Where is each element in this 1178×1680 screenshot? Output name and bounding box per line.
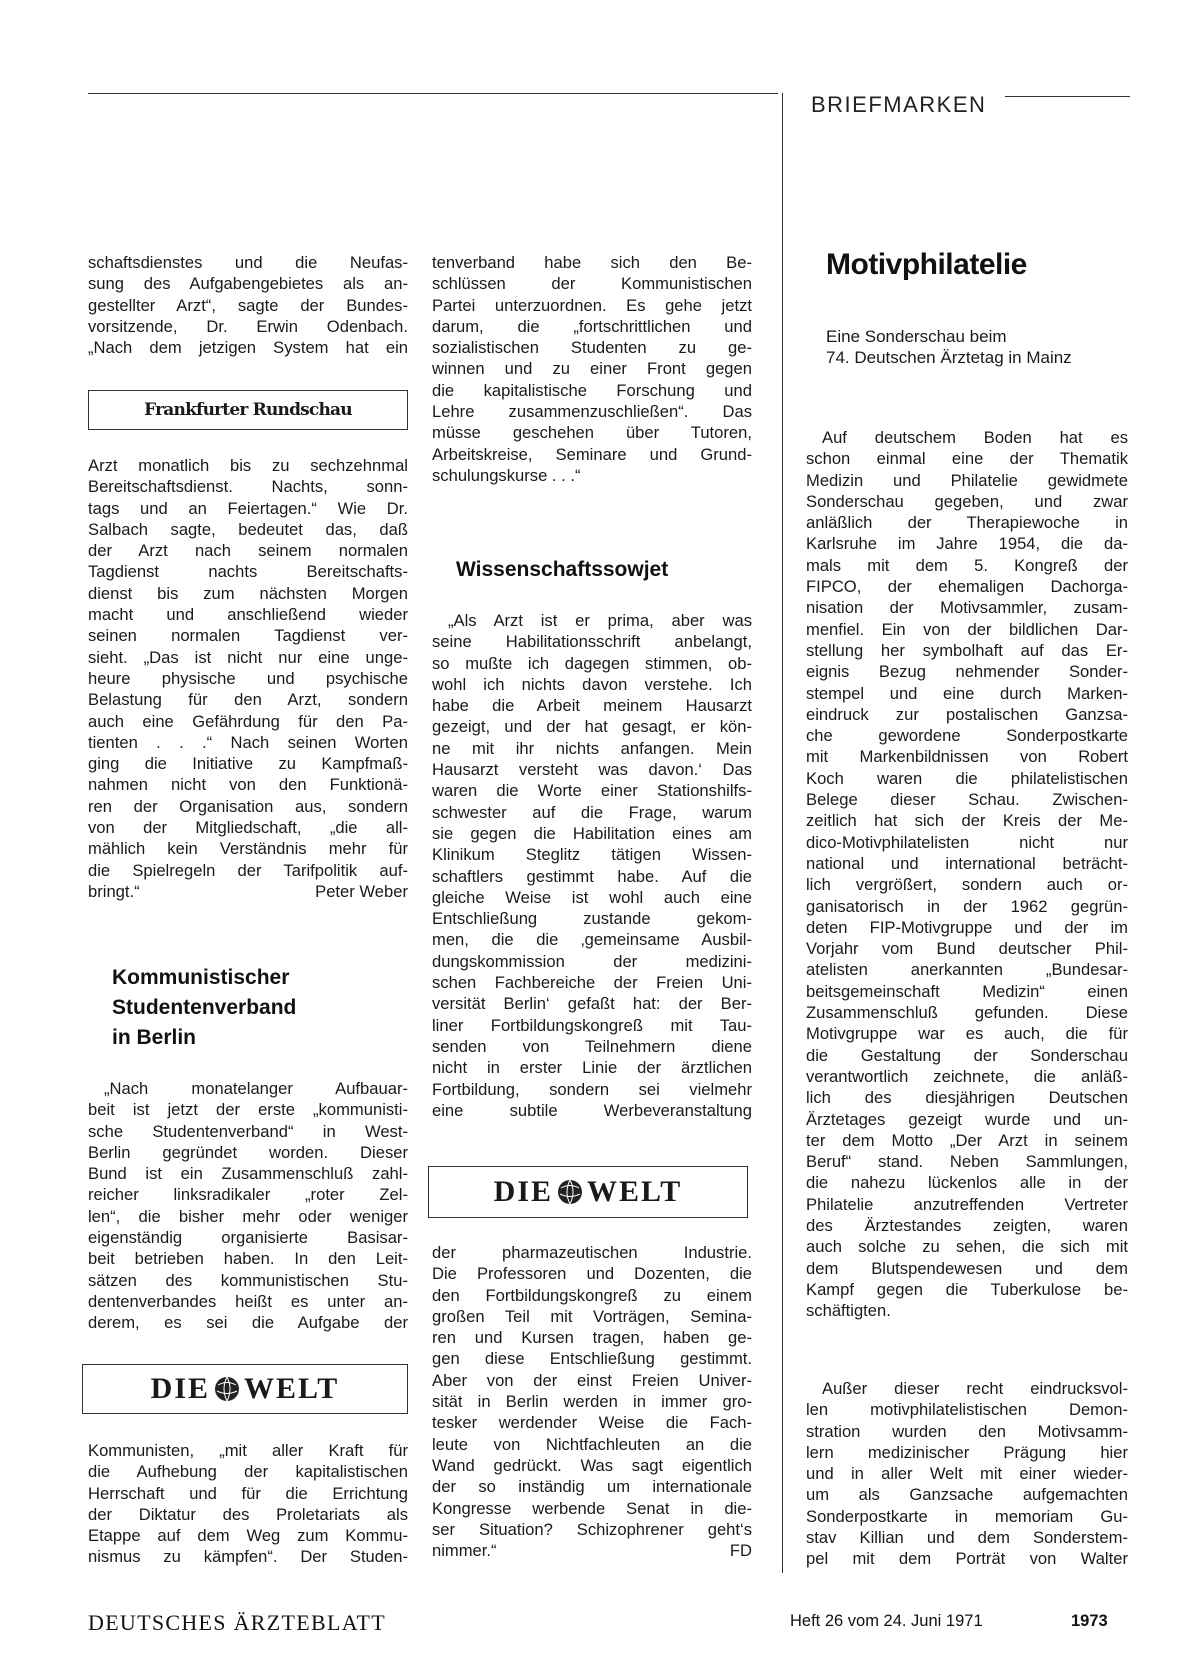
text-line: auch eine Gefährdung für den Pa- xyxy=(88,711,408,731)
text-line: des Ärztestandes zeigten, waren xyxy=(806,1215,1128,1235)
article-title: Motivphilatelie xyxy=(826,248,1027,281)
text-line: Koch waren die philatelistischen xyxy=(806,768,1128,788)
text-line: seine Habilitationsschrift anbelangt, xyxy=(432,632,752,652)
author-fd: FD xyxy=(729,1541,752,1561)
text-line: Hausarzt versteht was davon.‘ Das xyxy=(432,760,752,780)
welt-text: WELT xyxy=(244,1372,340,1405)
text-line: mals mit dem 5. Kongreß der xyxy=(806,555,1128,575)
text-line: seinen normalen Tagdienst ver- xyxy=(88,626,408,646)
welt-text-2: WELT xyxy=(587,1175,683,1208)
text-line: menfiel. Ein von der bildlichen Dar- xyxy=(806,619,1128,639)
text-line: ganisatorisch in der 1962 gegrün- xyxy=(806,896,1128,916)
column-1c xyxy=(88,1078,408,1334)
text-line: dem Blutspendewesen und dem xyxy=(806,1258,1128,1278)
text-line: len motivphilatelistischen Demon- xyxy=(806,1400,1128,1420)
text-line: und in aller Welt mit einer wieder- xyxy=(806,1464,1128,1484)
col2-paragraph-1 xyxy=(432,252,752,465)
subtitle-line-2: 74. Deutschen Ärztetag in Mainz xyxy=(826,348,1072,368)
text-line: so mußte ich dagegen stimmen, ob- xyxy=(432,653,752,673)
text-line: reicher linksradikaler „roter Zel- xyxy=(88,1185,408,1205)
text-line: der pharmazeutischen Industrie. xyxy=(432,1243,752,1262)
text-line: Aber von der einst Freien Univer- xyxy=(432,1370,752,1390)
text-line: Motivgruppe war es auch, die für xyxy=(806,1024,1128,1044)
text-line: beitsgemeinschaft Medizin“ einen xyxy=(806,981,1128,1001)
section-label: BRIEFMARKEN xyxy=(811,92,987,117)
col1-paragraph-4 xyxy=(88,1440,408,1568)
text-line: Tagdienst nachts Bereitschafts- xyxy=(88,562,408,582)
text-line: tags und an Feiertagen.“ Wie Dr. xyxy=(88,498,408,518)
text-line: national und international beträcht- xyxy=(806,853,1128,873)
heading-line-3: in Berlin xyxy=(112,1026,197,1049)
text-line: schaftsdienstes und die Neufas- xyxy=(88,253,408,272)
text-line: tesker werdender Weise die Fach- xyxy=(432,1413,752,1433)
text-line: die kapitalistische Forschung und xyxy=(432,380,752,400)
article-subtitle xyxy=(826,326,1126,369)
text-line: mählich kein Verständnis mehr für xyxy=(88,839,408,859)
text-line: der Arzt nach seinem normalen xyxy=(88,541,408,561)
text-line: sozialistischen Studenten zu ge- xyxy=(432,338,752,358)
text-line: Vorjahr vom Bund deutscher Phil- xyxy=(806,939,1128,959)
text-line: dico-Motivphilatelisten nicht nur xyxy=(806,832,1128,852)
text-line: ren der Organisation aus, sondern xyxy=(88,796,408,816)
text-line: die nahezu lückenlos alle in der xyxy=(806,1173,1128,1193)
col2-paragraph-3-last: nimmer.“ xyxy=(432,1541,497,1561)
column-divider xyxy=(782,93,783,1573)
text-line: mit Markenbildnissen von Robert xyxy=(806,747,1128,767)
col2-paragraph-1-last: schulungskurse . . .“ xyxy=(432,465,581,485)
column-2 xyxy=(432,252,752,486)
text-line: Sonderschau gegeben, und zwar xyxy=(806,491,1128,511)
text-line: den Fortbildungskongreß zu einem xyxy=(432,1285,752,1305)
author-peter-weber: Peter Weber xyxy=(315,881,408,901)
text-line: nisation der Motivsammler, zusam- xyxy=(806,598,1128,618)
text-line: pel mit dem Porträt von Walter xyxy=(806,1549,1128,1569)
die-text-2: DIE xyxy=(493,1175,554,1208)
col3-paragraph-1-last: schäftigten. xyxy=(806,1301,891,1321)
text-line: schaftlers gestimmt habe. Auf die xyxy=(432,866,752,886)
text-line: lern medizinischer Prägung hier xyxy=(806,1442,1128,1462)
text-line: waren die Worte einer Stationshilfs- xyxy=(432,781,752,801)
text-line: Salbach sagte, bedeutet das, daß xyxy=(88,519,408,539)
text-line: tienten . . .“ Nach seinen Worten xyxy=(88,732,408,752)
text-line: schwester auf die Frage, warum xyxy=(432,802,752,822)
text-line: Philatelie anzutreffenden Vertreter xyxy=(806,1194,1128,1214)
journal-name: DEUTSCHES ÄRZTEBLATT xyxy=(88,1610,386,1635)
text-line: sieht. „Das ist nicht nur eine unge- xyxy=(88,647,408,667)
text-line: eine subtile Werbeveranstaltung xyxy=(432,1100,752,1120)
text-line: ging die Initiative zu Kampfmaß- xyxy=(88,754,408,774)
text-line: Kommunisten, „mit aller Kraft für xyxy=(88,1441,408,1460)
text-line: darum, die „fortschrittlichen und xyxy=(432,316,752,336)
text-line: leute von Nichtfachleuten an die xyxy=(432,1434,752,1454)
globe-icon xyxy=(557,1179,583,1205)
text-line: Medizin und Philatelie gewidmete xyxy=(806,470,1128,490)
text-line: sung des Aufgabengebietes als an- xyxy=(88,274,408,294)
text-line: Kampf gegen die Tuberkulose be- xyxy=(806,1279,1128,1299)
text-line: gestellter Arzt“, sagte der Bundes- xyxy=(88,295,408,315)
text-line: macht und anschließend wieder xyxy=(88,605,408,625)
col1-paragraph-3 xyxy=(88,1078,408,1334)
text-line: großen Teil mit Vorträgen, Semina- xyxy=(432,1306,752,1326)
text-line: der so inständig um internationale xyxy=(432,1477,752,1497)
text-line: deten FIP-Motivgruppe und der im xyxy=(806,917,1128,937)
text-line: eigenständig organisierte Basisar- xyxy=(88,1228,408,1248)
col3-paragraph-2 xyxy=(806,1378,1128,1570)
col2-paragraph-3 xyxy=(432,1242,752,1540)
text-line: Zusammenschluß gefunden. Diese xyxy=(806,1003,1128,1023)
text-line: Partei unterzuordnen. Es gehe jetzt xyxy=(432,295,752,315)
col2-signature-line xyxy=(432,1540,752,1561)
text-line: Bereitschaftsdienst. Nachts, sonn- xyxy=(88,477,408,497)
text-line: Ärztetages gezeigt wurde und un- xyxy=(806,1109,1128,1129)
col1-paragraph-2 xyxy=(88,455,408,881)
die-welt-wordmark xyxy=(151,1372,340,1406)
text-line: Sonderpostkarte in memoriam Gu- xyxy=(806,1506,1128,1526)
text-line: Bund ist ein Zusammenschluß zahl- xyxy=(88,1164,408,1184)
text-line: len“, die bisher mehr oder weniger xyxy=(88,1206,408,1226)
text-line: lich des diesjährigen Deutschen xyxy=(806,1088,1128,1108)
text-line: „Nach monatelanger Aufbauar- xyxy=(104,1079,408,1098)
frankfurter-rundschau-logo xyxy=(88,390,408,430)
text-line: che gewordene Sonderpostkarte xyxy=(806,726,1128,746)
column-3b xyxy=(806,1378,1128,1570)
text-line: Kongresse werbende Senat in die- xyxy=(432,1498,752,1518)
page-number: 1973 xyxy=(1071,1612,1108,1630)
text-line: versität Berlin‘ gefaßt hat: der Ber- xyxy=(432,994,752,1014)
globe-icon xyxy=(214,1376,240,1402)
text-line: derem, es sei die Aufgabe der xyxy=(88,1313,408,1333)
text-line: Klinikum Steglitz tätigen Wissen- xyxy=(432,845,752,865)
text-line: sche Studentenverband“ in West- xyxy=(88,1121,408,1141)
column-3 xyxy=(806,427,1128,1321)
text-line: stration wurden den Motivsamm- xyxy=(806,1421,1128,1441)
text-line: liner Fortbildungskongreß mit Tau- xyxy=(432,1015,752,1035)
text-line: heure physische und psychische xyxy=(88,668,408,688)
text-line: stellung her symbolhaft auf das Er- xyxy=(806,640,1128,660)
text-line: gen diese Entschließung gestimmt. xyxy=(432,1349,752,1369)
text-line: Karlsruhe im Jahre 1954, die da- xyxy=(806,534,1128,554)
text-line: „Nach dem jetzigen System hat ein xyxy=(88,338,408,358)
text-line: Arbeitskreise, Seminare und Grund- xyxy=(432,444,752,464)
text-line: tenverband habe sich den Be- xyxy=(432,253,752,272)
column-1d xyxy=(88,1440,408,1568)
text-line: dentenverbandes heißt es unter an- xyxy=(88,1291,408,1311)
text-line: sie gegen die Habilitation eines am xyxy=(432,823,752,843)
text-line: gleiche Weise ist wohl auch eine xyxy=(432,887,752,907)
text-line: nismus zu kämpfen“. Der Studen- xyxy=(88,1547,408,1567)
text-line: dungskommission der medizini- xyxy=(432,951,752,971)
col3-paragraph-1 xyxy=(806,427,1128,1300)
top-rule xyxy=(88,93,778,94)
text-line: stav Killian und dem Sonderstem- xyxy=(806,1528,1128,1548)
col2-paragraph-2 xyxy=(432,610,752,1121)
text-line: Fortbildung, sondern sei vielmehr xyxy=(432,1079,752,1099)
die-welt-logo-2 xyxy=(428,1166,748,1218)
text-line: men, die die ‚gemeinsame Ausbil- xyxy=(432,930,752,950)
text-line: eignis Bezug nehmender Sonder- xyxy=(806,662,1128,682)
col1-signature-line xyxy=(88,881,408,902)
text-line: Lehre zusammenzuschließen“. Das xyxy=(432,402,752,422)
text-line: stempel und eine durch Marken- xyxy=(806,683,1128,703)
text-line: schen Fachbereiche der Freien Uni- xyxy=(432,973,752,993)
text-line: Herrschaft und für die Errichtung xyxy=(88,1483,408,1503)
text-line: eindruck zur postalischen Ganzsa- xyxy=(806,704,1128,724)
text-line: um als Ganzsache aufgemachten xyxy=(806,1485,1128,1505)
text-line: sität in Berlin werden in immer gro- xyxy=(432,1392,752,1412)
text-line: nahmen nicht von den Funktionä- xyxy=(88,775,408,795)
text-line: müsse geschehen über Tutoren, xyxy=(432,423,752,443)
text-line: verantwortlich zeichnete, die anläß- xyxy=(806,1066,1128,1086)
text-line: der Diktatur des Proletariats als xyxy=(88,1504,408,1524)
text-line: Belastung für den Arzt, sondern xyxy=(88,690,408,710)
heading-kommunistischer xyxy=(112,963,296,1053)
die-welt-wordmark-2 xyxy=(494,1175,683,1209)
text-line: Arzt monatlich bis zu sechzehnmal xyxy=(88,456,408,475)
die-text: DIE xyxy=(150,1372,211,1405)
heading-wissenschaftssowjet: Wissenschaftssowjet xyxy=(456,558,669,581)
text-line: schlüssen der Kommunistischen xyxy=(432,274,752,294)
text-line: auch solche zu sehen, die sich mit xyxy=(806,1237,1128,1257)
column-1 xyxy=(88,252,408,358)
text-line: lich vergrößert, sondern auch or- xyxy=(806,875,1128,895)
text-line: ne mit ihr nichts anfangen. Mein xyxy=(432,738,752,758)
text-line: sätzen des kommunistischen Stu- xyxy=(88,1270,408,1290)
text-line: zeitlich hat sich der Kreis der Me- xyxy=(806,811,1128,831)
text-line: nicht in erster Linie der ärztlichen xyxy=(432,1058,752,1078)
text-line: senden von Teilnehmern diene xyxy=(432,1036,752,1056)
text-line: Beruf“ stand. Neben Sammlungen, xyxy=(806,1152,1128,1172)
text-line: wohl ich nichts davon verstehe. Ich xyxy=(432,674,752,694)
text-line: Etappe auf dem Weg zum Kommu- xyxy=(88,1526,408,1546)
text-line: atelisten anerkannten „Bundesar- xyxy=(806,960,1128,980)
text-line: Berlin gegründet worden. Dieser xyxy=(88,1142,408,1162)
heading-line-2: Studentenverband xyxy=(112,996,297,1019)
column-1b xyxy=(88,455,408,902)
text-line: Die Professoren und Dozenten, die xyxy=(432,1264,752,1284)
text-line: anläßlich der Therapiewoche in xyxy=(806,513,1128,533)
heading-line-1: Kommunistischer xyxy=(112,966,290,989)
subtitle-line-1: Eine Sonderschau beim xyxy=(826,327,1007,346)
text-line: dienst bis zum nächsten Morgen xyxy=(88,583,408,603)
text-line: beit ist jetzt der erste „kommunisti- xyxy=(88,1100,408,1120)
text-line: winnen und zu einer Front gegen xyxy=(432,359,752,379)
text-line: „Als Arzt ist er prima, aber was xyxy=(448,611,752,630)
text-line: die Spielregeln der Tarifpolitik auf- xyxy=(88,860,408,880)
text-line: die Aufhebung der kapitalistischen xyxy=(88,1462,408,1482)
text-line: gezeigt, und der hat gesagt, er kön- xyxy=(432,717,752,737)
text-line: von der Mitgliedschaft, „die all- xyxy=(88,818,408,838)
column-2c xyxy=(432,1242,752,1561)
text-line: Entschließung zustande gekom- xyxy=(432,909,752,929)
text-line: schon einmal eine der Thematik xyxy=(806,449,1128,469)
text-line: Auf deutschem Boden hat es xyxy=(822,428,1128,447)
text-line: beit betrieben haben. In den Leit- xyxy=(88,1249,408,1269)
text-line: ren und Kursen tragen, haben ge- xyxy=(432,1328,752,1348)
text-line: ser Situation? Schizophrener geht‘s xyxy=(432,1519,752,1539)
text-line: habe die Arbeit meinem Hausarzt xyxy=(432,696,752,716)
text-line: FIPCO, der ehemaligen Dachorga- xyxy=(806,577,1128,597)
die-welt-logo-1 xyxy=(82,1364,408,1414)
column-2b xyxy=(432,610,752,1121)
frankfurter-rundschau-wordmark: Frankfurter Rundschau xyxy=(144,400,352,420)
col1-paragraph-1 xyxy=(88,252,408,358)
issue-info: Heft 26 vom 24. Juni 1971 xyxy=(790,1612,983,1630)
text-line: ter dem Motto „Der Arzt in seinem xyxy=(806,1130,1128,1150)
section-rule xyxy=(1005,96,1130,97)
text-line: vorsitzende, Dr. Erwin Odenbach. xyxy=(88,316,408,336)
text-line: Außer dieser recht eindrucksvol- xyxy=(822,1379,1128,1398)
text-line: Wand gedrückt. Was sagt eigentlich xyxy=(432,1455,752,1475)
text-line: Belege dieser Schau. Zwischen- xyxy=(806,790,1128,810)
text-line: die Gestaltung der Sonderschau xyxy=(806,1045,1128,1065)
col1-paragraph-2-last: bringt.“ xyxy=(88,881,140,901)
